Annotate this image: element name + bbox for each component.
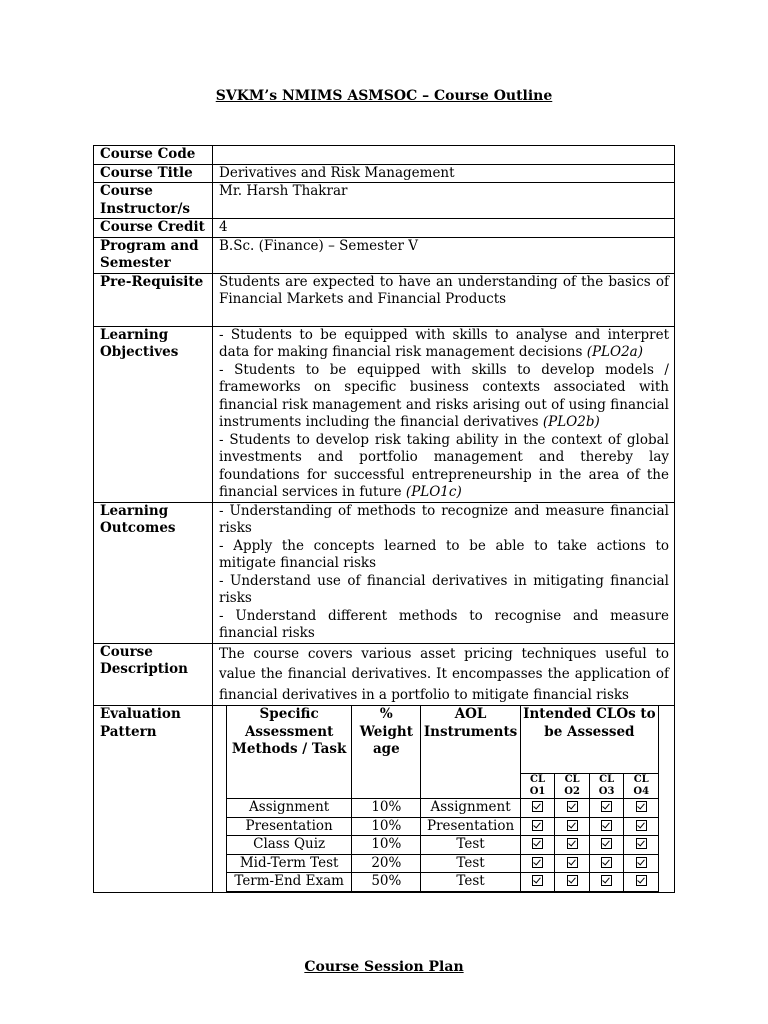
clo-cell [520,799,555,818]
objective-item: - Students to be equipped with skills to develop models / frameworks on specific business contexts associated with financial risk management and risks arising out of using financial instruments including the financial derivatives (PLO2b) [219,361,669,430]
weight-cell: 10% [352,799,421,818]
weight-cell: 10% [352,836,421,855]
row-learning-objectives [94,326,675,502]
checkbox-checked-icon [636,857,647,868]
checkbox-checked-icon [532,820,543,831]
row-prerequisite [94,273,675,326]
clo-column-header: CL O2 [555,774,590,799]
course-code-value [213,146,675,165]
program-value: B.Sc. (Finance) – Semester V [213,237,675,273]
course-code-label: Course Code [94,146,213,165]
outcomes-label: Learning Outcomes [94,502,213,643]
clo-cell [624,817,659,836]
evaluation-table [226,705,659,892]
checkbox-checked-icon [532,838,543,849]
row-course-title [94,164,675,183]
weight-cell: 50% [352,873,421,892]
checkbox-checked-icon [532,857,543,868]
outcome-item: - Understanding of methods to recognize and measure financial risks [219,502,669,536]
program-label: Program and Semester [94,237,213,273]
checkbox-checked-icon [532,801,543,812]
instructor-label: Course Instructor/s [94,183,213,219]
table-row [227,873,659,892]
clo-column-header: CL O3 [589,774,624,799]
objectives-list [213,326,675,502]
clo-cell [624,854,659,873]
objective-item: - Students to develop risk taking ability in the context of global investments and portfolio management and thereby lay foundations for successful entrepreneurship in the area of the financial services in future (PLO1c) [219,431,669,500]
row-credit [94,219,675,238]
aol-cell: Presentation [421,817,520,836]
checkbox-checked-icon [567,820,578,831]
outcome-item: - Understand use of financial derivatives in mitigating financial risks [219,572,669,606]
credit-label: Course Credit [94,219,213,238]
checkbox-checked-icon [636,801,647,812]
evaluation-cell [213,706,675,893]
outcome-item: - Understand different methods to recognise and measure financial risks [219,607,669,641]
plo-tag: (PLO2b) [542,414,600,430]
row-instructor [94,183,675,219]
clo-cell [520,854,555,873]
table-row [227,836,659,855]
aol-cell: Test [421,873,520,892]
prerequisite-value: Students are expected to have an understanding of the basics of Financial Markets and Financial Products [213,273,675,326]
objective-item: - Students to be equipped with skills to analyse and interpret data for making financial risk management decisions (PLO2a) [219,326,669,360]
clo-cell [555,873,590,892]
objectives-label: Learning Objectives [94,326,213,502]
clo-cell [589,873,624,892]
weight-cell: 10% [352,817,421,836]
checkbox-checked-icon [567,838,578,849]
aol-cell: Test [421,854,520,873]
clo-cell [624,799,659,818]
description-label: Course Description [94,643,213,706]
table-row [227,817,659,836]
clo-cell [624,873,659,892]
clo-column-header: CL O4 [624,774,659,799]
row-course-code [94,146,675,165]
instructor-value: Mr. Harsh Thakrar [213,183,675,219]
plo-tag: (PLO1c) [405,484,462,500]
course-title-label: Course Title [94,164,213,183]
checkbox-checked-icon [601,875,612,886]
clo-cell [624,836,659,855]
clo-cell [589,854,624,873]
checkbox-checked-icon [601,801,612,812]
outcomes-list [213,502,675,643]
row-course-description [94,643,675,706]
checkbox-checked-icon [636,875,647,886]
row-learning-outcomes [94,502,675,643]
checkbox-checked-icon [567,801,578,812]
clo-cell [555,799,590,818]
row-evaluation-pattern [94,706,675,893]
aol-header: AOL Instruments [421,706,520,799]
clo-cell [589,817,624,836]
clo-cell [589,799,624,818]
checkbox-checked-icon [532,875,543,886]
table-row [227,799,659,818]
weight-header: % Weight age [352,706,421,799]
method-cell: Mid-Term Test [227,854,352,873]
checkbox-checked-icon [601,838,612,849]
aol-cell: Test [421,836,520,855]
method-header: Specific Assessment Methods / Task [227,706,352,799]
course-title-value: Derivatives and Risk Management [213,164,675,183]
checkbox-checked-icon [567,875,578,886]
checkbox-checked-icon [636,838,647,849]
document-title: SVKM’s NMIMS ASMSOC – Course Outline [215,88,553,104]
weight-cell: 20% [352,854,421,873]
plo-tag: (PLO2a) [586,344,643,360]
aol-cell: Assignment [421,799,520,818]
method-cell: Term-End Exam [227,873,352,892]
checkbox-checked-icon [601,857,612,868]
clo-cell [520,873,555,892]
method-cell: Assignment [227,799,352,818]
clos-header: Intended CLOs to be Assessed [520,706,658,774]
clo-cell [589,836,624,855]
clo-column-header: CL O1 [520,774,555,799]
method-cell: Class Quiz [227,836,352,855]
checkbox-checked-icon [601,820,612,831]
clo-cell [520,836,555,855]
checkbox-checked-icon [567,857,578,868]
description-value: The course covers various asset pricing techniques useful to value the financial derivatives. It encompasses the application of financial derivatives in a portfolio to mitigate financial risks [213,643,675,706]
table-row [227,854,659,873]
clo-cell [520,817,555,836]
clo-cell [555,836,590,855]
prerequisite-label: Pre-Requisite [94,273,213,326]
outcome-item: - Apply the concepts learned to be able to take actions to mitigate financial risks [219,537,669,571]
credit-value: 4 [213,219,675,238]
clo-cell [555,817,590,836]
method-cell: Presentation [227,817,352,836]
section-title: Course Session Plan [304,959,464,975]
course-outline-table [93,145,675,893]
clo-cell [555,854,590,873]
evaluation-header-row [227,706,659,774]
row-program [94,237,675,273]
evaluation-label: Evaluation Pattern [94,706,213,893]
checkbox-checked-icon [636,820,647,831]
